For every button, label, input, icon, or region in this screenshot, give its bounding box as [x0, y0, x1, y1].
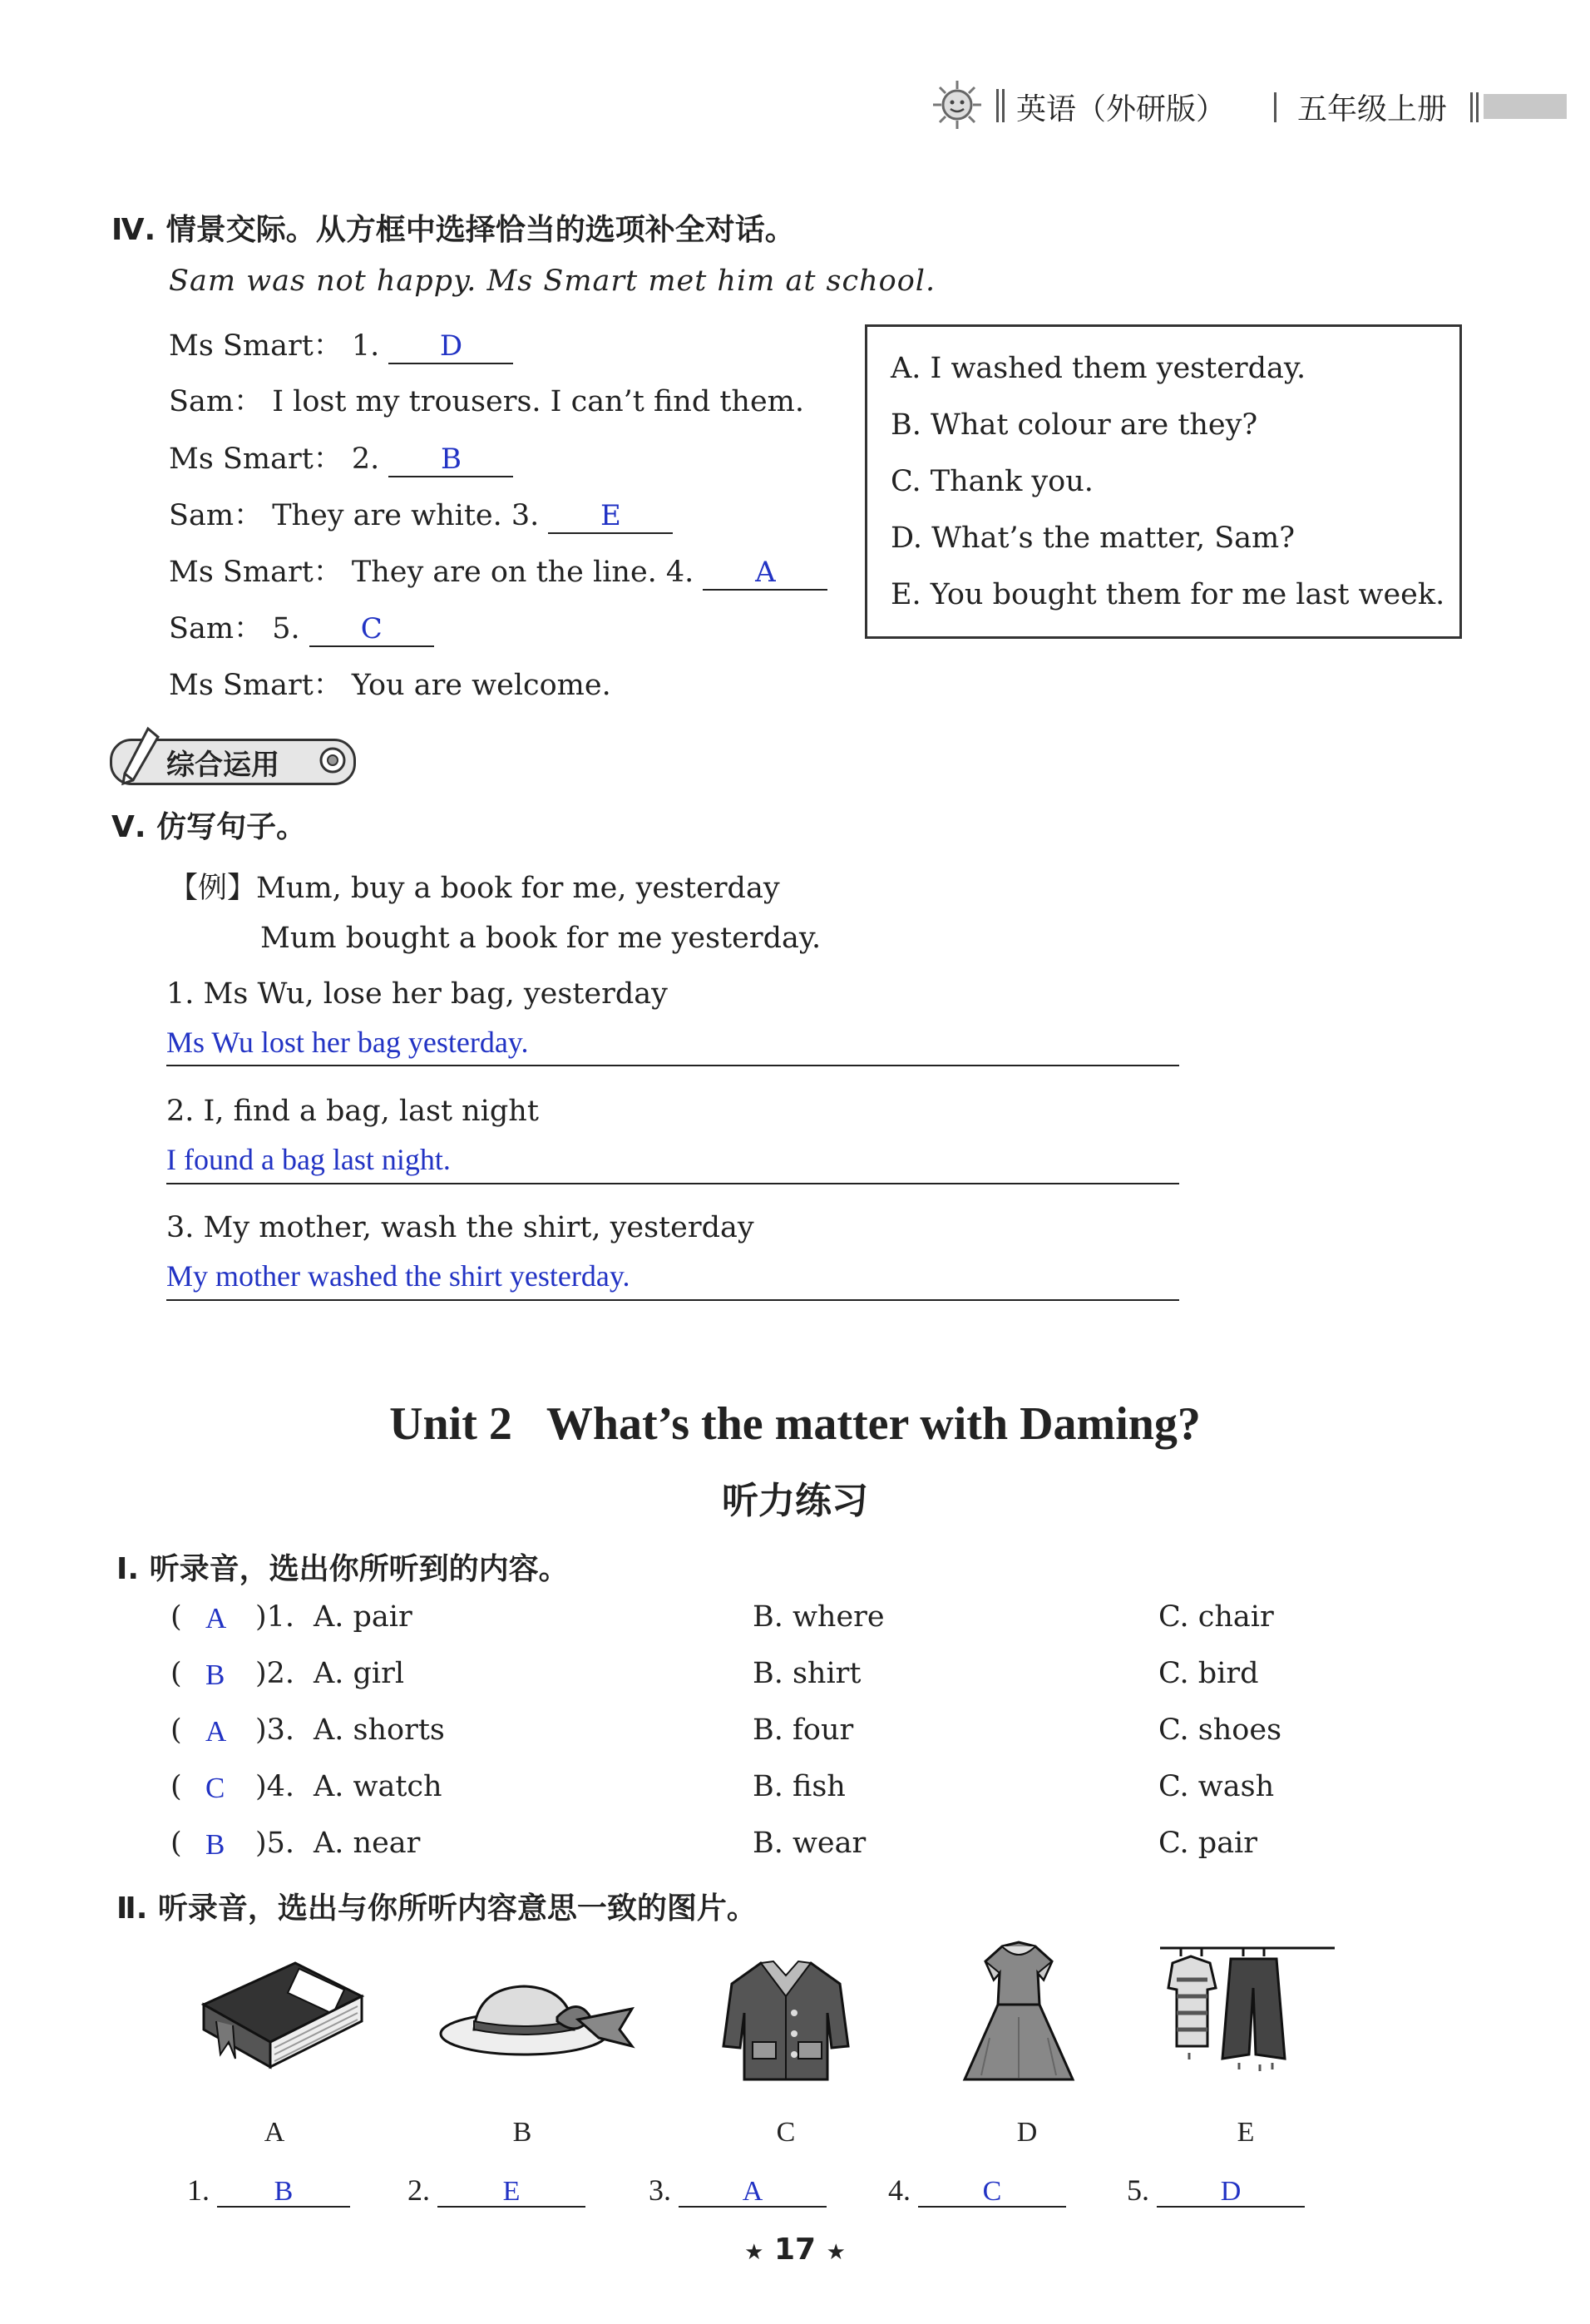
speaker: Ms Smart： — [169, 329, 343, 363]
banner-label: 综合运用 — [166, 749, 279, 782]
answer-slot — [1127, 2173, 1305, 2208]
example-prompt: Mum, buy a book for me, yesterday — [256, 872, 780, 905]
section5-title: Ⅴ. 仿写句子。 — [111, 810, 307, 844]
exercise-answer[interactable]: I found a bag last night. — [166, 1143, 451, 1176]
choice-num: )4. — [255, 1770, 295, 1803]
speaker: Ms Smart： — [169, 669, 343, 702]
ring-icon — [318, 745, 348, 775]
answer-blank[interactable] — [309, 612, 434, 647]
answer-slot — [407, 2173, 585, 2208]
paren-open: ( — [170, 1657, 182, 1690]
answer-blank[interactable] — [1157, 2173, 1305, 2208]
choice-row — [170, 1770, 1335, 1803]
exercise-answer[interactable]: My mother washed the shirt yesterday. — [166, 1259, 630, 1293]
header-grade: 五年级上册 — [1297, 92, 1448, 126]
dialogue-line — [169, 549, 827, 591]
choice-num: )5. — [255, 1827, 295, 1860]
option-a: A. near — [314, 1827, 421, 1860]
option-item: E. You bought them for me last week. — [891, 578, 1445, 611]
answer: E — [600, 499, 621, 532]
dialogue-line — [169, 323, 513, 364]
picture-label: E — [1237, 2117, 1255, 2148]
sun-icon — [931, 79, 983, 131]
exercise-prompt: 1. Ms Wu, lose her bag, yesterday — [166, 977, 668, 1011]
dialogue-line — [169, 606, 434, 647]
answer-blank[interactable] — [217, 2173, 350, 2208]
option-c: C. bird — [1158, 1657, 1259, 1690]
speaker: Sam： — [169, 385, 264, 418]
listen1-title: Ⅰ. 听录音，选出你所听到的内容。 — [116, 1552, 569, 1586]
example-tag: 【例】 — [169, 872, 257, 905]
choice-answer[interactable]: C — [205, 1772, 225, 1804]
option-b: B. four — [753, 1713, 854, 1747]
answer: B — [274, 2176, 294, 2207]
option-a: A. watch — [314, 1770, 442, 1803]
star-icon: ★ — [826, 2240, 846, 2265]
option-a: A. girl — [314, 1657, 405, 1690]
answer-blank[interactable] — [918, 2173, 1066, 2208]
page-num: 17 — [773, 2233, 817, 2267]
answer-num: 1. — [187, 2173, 210, 2207]
paren-open: ( — [170, 1713, 182, 1747]
exercise-prompt: 3. My mother, wash the shirt, yesterday — [166, 1211, 754, 1244]
dialogue-line — [169, 492, 673, 534]
star-icon: ★ — [744, 2240, 764, 2265]
pencil-icon — [118, 725, 161, 787]
paren-open: ( — [170, 1770, 182, 1803]
option-b: B. wear — [753, 1827, 867, 1860]
answer-blank[interactable] — [679, 2173, 827, 2208]
option-item: C. Thank you. — [891, 465, 1094, 498]
header-subject: 英语（外研版） — [1016, 92, 1227, 126]
option-c: C. pair — [1158, 1827, 1257, 1860]
answer: D — [1220, 2176, 1242, 2207]
option-b: B. where — [753, 1600, 885, 1634]
header-divider — [996, 89, 1005, 122]
choice-row — [170, 1827, 1335, 1860]
unit-title: Unit 2 What’s the matter with Daming? — [389, 1398, 1201, 1450]
dialogue-text: 2. — [351, 443, 380, 476]
choice-row — [170, 1657, 1335, 1690]
dialogue-line — [169, 378, 804, 420]
header-divider — [1274, 92, 1276, 122]
answer-blank[interactable] — [703, 556, 827, 591]
book-icon — [195, 1955, 370, 2079]
hat-icon — [432, 1971, 640, 2071]
option-b: B. fish — [753, 1770, 846, 1803]
options-box — [865, 324, 1462, 639]
dialogue-text: They are on the line. 4. — [351, 556, 694, 589]
answer-slot — [888, 2173, 1066, 2208]
dialogue-text: 1. — [351, 329, 380, 363]
choice-row — [170, 1713, 1335, 1747]
answer-blank[interactable] — [548, 499, 673, 534]
answer-blank[interactable] — [437, 2173, 585, 2208]
answer-slot — [649, 2173, 827, 2208]
clothes-line-icon — [1156, 1938, 1339, 2088]
page-number — [0, 2233, 1590, 2267]
answer-rule — [166, 1299, 1179, 1301]
option-b: B. shirt — [753, 1657, 862, 1690]
choice-num: )1. — [255, 1600, 295, 1634]
header-bar — [1484, 94, 1567, 119]
speaker: Ms Smart： — [169, 443, 343, 476]
option-c: C. wash — [1158, 1770, 1275, 1803]
picture-label: A — [264, 2117, 285, 2148]
option-item: D. What’s the matter, Sam? — [891, 522, 1296, 555]
paren-open: ( — [170, 1827, 182, 1860]
answer-rule — [166, 1065, 1179, 1066]
option-item: A. I washed them yesterday. — [891, 352, 1306, 385]
option-c: C. shoes — [1158, 1713, 1282, 1747]
answer-num: 4. — [888, 2173, 911, 2207]
choice-answer[interactable]: A — [205, 1715, 227, 1748]
picture-label: D — [1016, 2117, 1038, 2148]
example-line — [169, 865, 780, 907]
section-banner — [110, 735, 354, 784]
dialogue-text: They are white. 3. — [272, 499, 540, 532]
paren-open: ( — [170, 1600, 182, 1634]
speaker: Sam： — [169, 612, 264, 645]
section4-title: Ⅳ. 情景交际。从方框中选择恰当的选项补全对话。 — [111, 213, 795, 247]
section4-intro: Sam was not happy. Ms Smart met him at school. — [169, 265, 936, 298]
answer-num: 2. — [407, 2173, 430, 2207]
picture-label: B — [512, 2117, 532, 2148]
exercise-answer[interactable]: Ms Wu lost her bag yesterday. — [166, 1026, 529, 1059]
speaker: Sam： — [169, 499, 264, 532]
choice-num: )2. — [255, 1657, 295, 1690]
answer: A — [755, 556, 776, 589]
answer: A — [742, 2176, 763, 2207]
speaker: Ms Smart： — [169, 556, 343, 589]
dialogue-text: I lost my trousers. I can’t find them. — [272, 385, 804, 418]
choice-answer[interactable]: A — [205, 1602, 227, 1634]
option-c: C. chair — [1158, 1600, 1274, 1634]
exercise-prompt: 2. I, find a bag, last night — [166, 1095, 539, 1128]
option-a: A. pair — [314, 1600, 412, 1634]
coat-icon — [715, 1955, 857, 2088]
choice-num: )3. — [255, 1713, 295, 1747]
answer-num: 5. — [1127, 2173, 1149, 2207]
answer: C — [982, 2176, 1002, 2207]
header-divider — [1470, 92, 1479, 122]
unit-subtitle: 听力练习 — [722, 1480, 868, 1522]
answer-blank[interactable] — [388, 329, 513, 364]
example-answer: Mum bought a book for me yesterday. — [260, 922, 822, 955]
option-item: B. What colour are they? — [891, 408, 1258, 442]
dialogue-text: You are welcome. — [351, 669, 611, 702]
dress-icon — [956, 1938, 1081, 2088]
header — [931, 79, 1572, 137]
answer: B — [440, 443, 462, 476]
answer-rule — [166, 1183, 1179, 1184]
answer-num: 3. — [649, 2173, 671, 2207]
choice-row — [170, 1600, 1335, 1634]
dialogue-line — [169, 662, 611, 704]
listen2-title: Ⅱ. 听录音，选出与你所听内容意思一致的图片。 — [116, 1891, 757, 1926]
picture-label: C — [776, 2117, 796, 2148]
answer-blank[interactable] — [388, 443, 513, 477]
answer: C — [360, 612, 383, 645]
choice-answer[interactable]: B — [205, 1828, 225, 1861]
answer: D — [439, 329, 463, 363]
answer-slot — [187, 2173, 350, 2208]
dialogue-text: 5. — [272, 612, 300, 645]
dialogue-line — [169, 436, 513, 477]
answer: E — [502, 2176, 521, 2207]
option-a: A. shorts — [314, 1713, 445, 1747]
choice-answer[interactable]: B — [205, 1659, 225, 1691]
